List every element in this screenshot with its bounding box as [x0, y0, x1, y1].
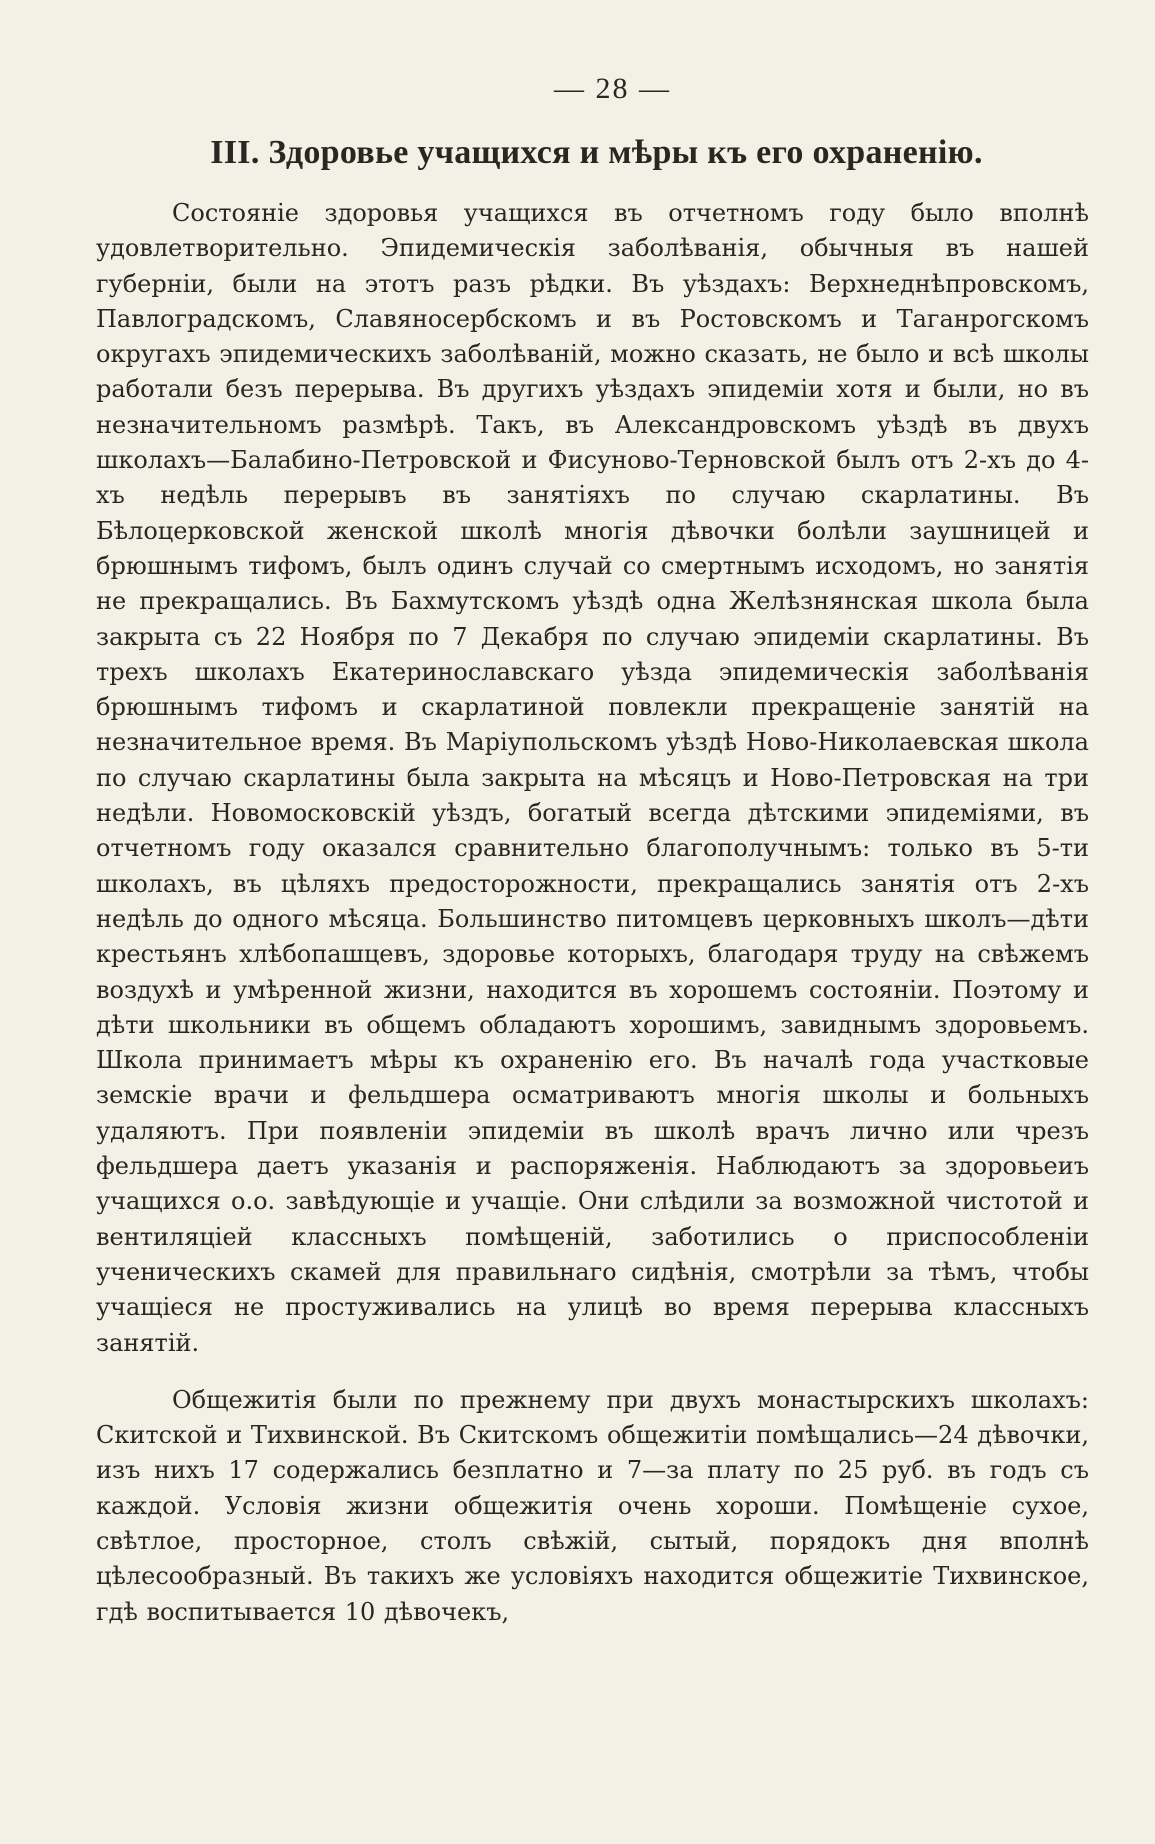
paragraph-dormitories: Общежитія были по прежнему при двухъ монастырскихъ школахъ: Скитской и Тихвинской. Въ Скитскомъ общежитіи помѣщались—24 дѣвочки, изъ нихъ 17 содержались безплатно и 7—за плату по 25 руб. въ годъ съ каждой. Условія жизни общежитія очень хороши. Помѣщеніе сухое, свѣтлое, просторное, столъ свѣжій, сытый, порядокъ дня вполнѣ цѣлесообразный. Въ такихъ же условіяхъ находится общежитіе Тихвинское, гдѣ воспитывается 10 дѣвочекъ, — [96, 1385, 1089, 1626]
paragraph-health: Состояніе здоровья учащихся въ отчетномъ году было вполнѣ удовлетворительно. Эпидемическія заболѣванія, обычныя въ нашей губерніи, были на этотъ разъ рѣдки. Въ уѣздахъ: Верхнеднѣпровскомъ, Павлоградскомъ, Славяносербскомъ и въ Ростовскомъ и Таганрогскомъ округахъ эпидемическихъ заболѣваній, можно сказать, не было и всѣ школы работали безъ перерыва. Въ другихъ уѣздахъ эпидеміи хотя и были, но въ незначительномъ размѣрѣ. Такъ, въ Александровскомъ уѣздѣ въ двухъ школахъ—Балабино-Петровской и Фисуново-Терновской былъ отъ 2-хъ до 4-хъ недѣль перерывъ въ занятіяхъ по случаю скарлатины. Въ Бѣлоцерковской женской школѣ многія дѣвочки болѣли заушницей и брюшнымъ тифомъ, былъ одинъ случай со смертнымъ исходомъ, но занятія не прекращались. Въ Бахмутскомъ уѣздѣ одна Желѣзнянская школа была закрыта съ 22 Ноября по 7 Декабря по случаю эпидеміи скарлатины. Въ трехъ школахъ Екатеринославскаго уѣзда эпидемическія заболѣванія брюшнымъ тифомъ и скарлатиной повлекли прекращеніе занятій на незначительное время. Въ Маріупольскомъ уѣздѣ Ново-Николаевская школа по случаю скарлатины была закрыта на мѣсяцъ и Ново-Петровская на три недѣли. Новомосковскій уѣздъ, богатый всегда дѣтскими эпидеміями, въ отчетномъ году оказался сравнительно благополучнымъ: только въ 5-ти школахъ, въ цѣляхъ предосторожности, прекращались занятія отъ 2-хъ недѣль до одного мѣсяца. Большинство питомцевъ церковныхъ школъ—дѣти крестьянъ хлѣбопашцевъ, здоровье которыхъ, благодаря труду на свѣжемъ воздухѣ и умѣренной жизни, находится въ хорошемъ состояніи. Поэтому и дѣти школьники въ общемъ обладаютъ хорошимъ, завиднымъ здоровьемъ. Школа принимаетъ мѣры къ охраненію его. Въ началѣ года участковые земскіе врачи и фельдшера осматриваютъ многія школы и больныхъ удаляютъ. При появленіи эпидеміи въ школѣ врачъ лично или чрезъ фельдшера даетъ указанія и распоряженія. Наблюдаютъ за здоровьеиъ учащихся о.о. завѣдующіе и учащіе. Они слѣдили за возможной чистотой и вентиляціей классныхъ помѣщеній, заботились о приспособленіи ученическихъ скамей для правильнаго сидѣнія, смотрѣли за тѣмъ, чтобы учащіеся не простуживались на улицѣ во время перерыва классныхъ занятій. — [96, 199, 1089, 1357]
section-heading: III. Здоровье учащихся и мѣры къ его охраненію. — [210, 134, 983, 171]
page-number: — 28 — — [554, 72, 671, 105]
